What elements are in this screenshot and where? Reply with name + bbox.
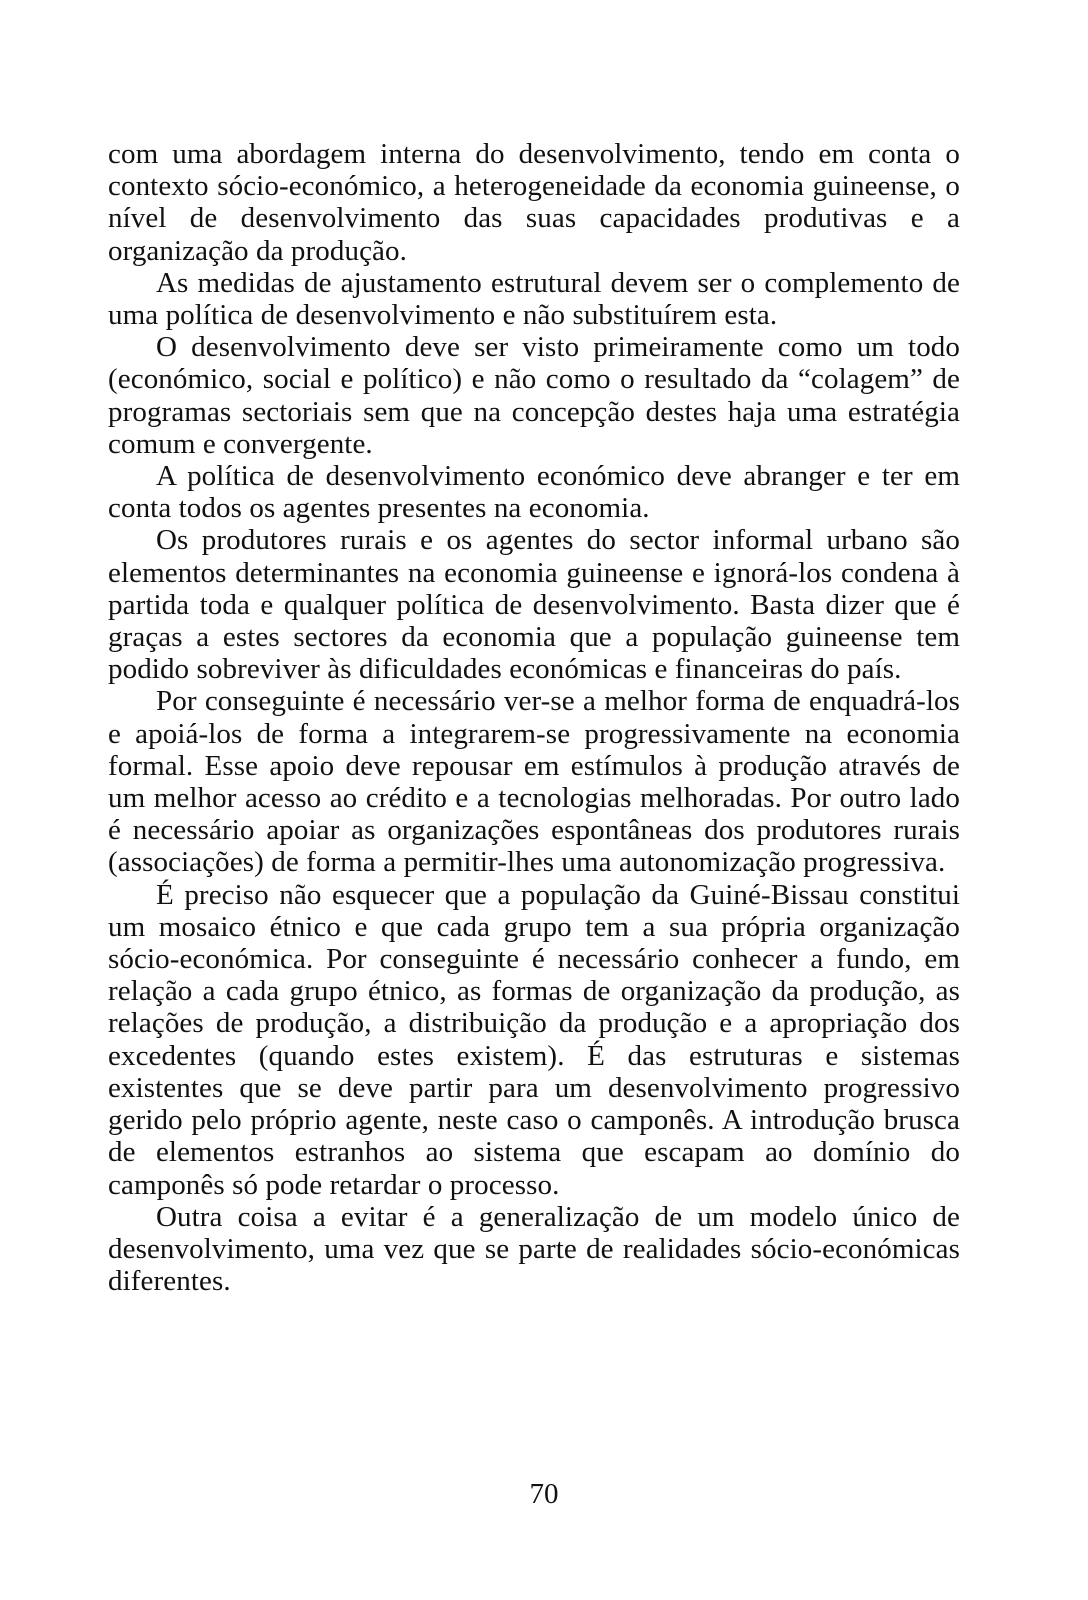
paragraph-4: A política de desenvolvimento económico deve abranger e ter em conta todos os agentes presentes na economia. [108, 460, 960, 525]
body-text [108, 138, 960, 1297]
paragraph-5: Os produtores rurais e os agentes do sector informal urbano são elementos determinantes na economia guineense e ignorá-los condena à partida toda e qualquer política de desenvolvimento. Basta dizer que é graças a estes sectores da economia que a população guineense tem podido sobreviver às dificuldades económicas e financeiras do país. [108, 524, 960, 686]
paragraph-3: O desenvolvimento deve ser visto primeiramente como um todo (económico, social e político) e não como o resultado da “colagem” de programas sectoriais sem que na concepção destes haja uma estratégia comum e convergente. [108, 331, 960, 460]
paragraph-1: com uma abordagem interna do desenvolvimento, tendo em conta o contexto sócio-económico, a heterogeneidade da economia guineense, o nível de desenvolvimento das suas capacidades produtivas e a organização da produção. [108, 138, 960, 267]
paragraph-2: As medidas de ajustamento estrutural devem ser o complemento de uma política de desenvolvimento e não substituírem esta. [108, 266, 960, 332]
paragraph-6: Por conseguinte é necessário ver-se a melhor forma de enquadrá-los e apoiá-los de forma a integrarem-se progressivamente na economia formal. Esse apoio deve repousar em estímulos à produção através de um melhor acesso ao crédito e a tecnologias melhoradas. Por outro lado é necessário apoiar as organizações espontâneas dos produtores rurais (associações) de forma a permitir-lhes uma autonomização progressiva. [108, 685, 960, 879]
paragraph-8: Outra coisa a evitar é a generalização de um modelo único de desenvolvimento, uma vez que se parte de realidades sócio-económicas diferentes. [108, 1200, 960, 1298]
paragraph-7: É preciso não esquecer que a população da Guiné-Bissau constitui um mosaico étnico e que cada grupo tem a sua própria organização sócio-económica. Por conseguinte é necessário conhecer a fundo, em relação a cada grupo étnico, as formas de organização da produção, as relações de produção, a distribuição da produção e a apropriação dos excedentes (quando estes existem). É das estruturas e sistemas existentes que se deve partir para um desenvolvimento progressivo gerido pelo próprio agente, neste caso o camponês. A introdução brusca de elementos estranhos ao sistema que escapam ao domínio do camponês só pode retardar o processo. [108, 878, 960, 1201]
page-number: 70 [529, 1478, 559, 1510]
